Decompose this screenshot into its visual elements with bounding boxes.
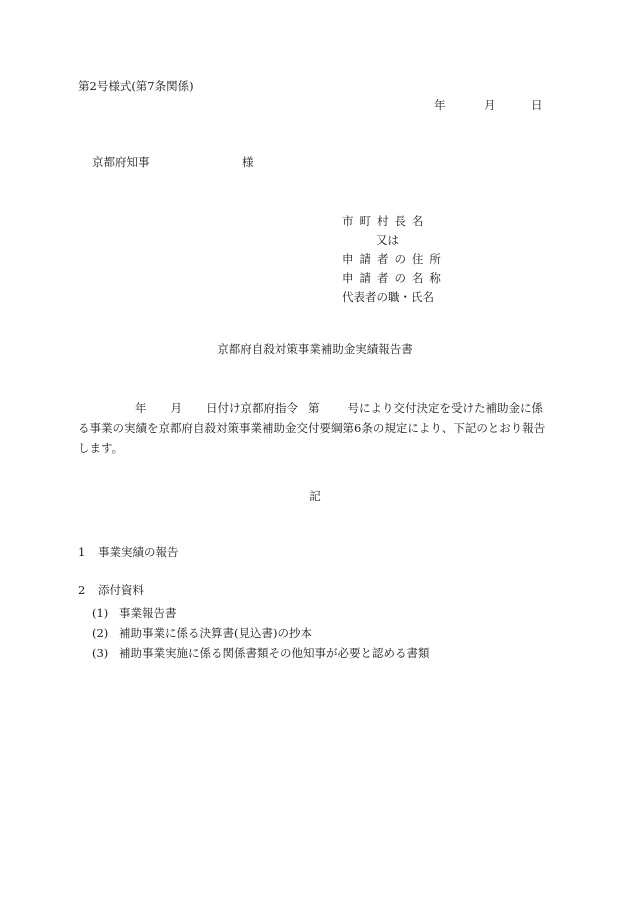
body-line-3: します。 bbox=[78, 441, 124, 455]
attachment-item-number: (2) bbox=[92, 626, 109, 640]
section-2-label: 添付資料 bbox=[98, 583, 144, 597]
form-number: 第2号様式(第7条関係) bbox=[78, 79, 194, 93]
applicant-address-label: 申請者の住所 bbox=[342, 252, 447, 266]
applicant-org-name-label: 申請者の名称 bbox=[342, 271, 447, 285]
section-2-number: 2 bbox=[78, 583, 86, 597]
applicant-mayor-name-label: 市町村長名 bbox=[342, 214, 430, 228]
attachment-list bbox=[92, 603, 430, 663]
section-1 bbox=[78, 547, 179, 559]
body-line-1-rest: 号により交付決定を受けた補助金に係 bbox=[347, 401, 543, 415]
body-paragraph bbox=[78, 398, 553, 458]
date-year-label: 年 bbox=[434, 98, 446, 112]
section-1-number: 1 bbox=[78, 545, 86, 559]
attachment-item bbox=[92, 643, 430, 663]
attachment-item-label: 補助事業実施に係る関係書類その他知事が必要と認める書類 bbox=[119, 646, 430, 660]
attachment-item-number: (3) bbox=[92, 646, 109, 660]
ki-heading: 記 bbox=[309, 489, 321, 503]
attachment-item-label: 補助事業に係る決算書(見込書)の抄本 bbox=[119, 626, 312, 640]
body-year-label: 年 bbox=[135, 401, 147, 415]
attachment-item bbox=[92, 603, 430, 623]
addressee-name: 京都府知事 bbox=[92, 155, 150, 169]
section-2 bbox=[78, 585, 144, 597]
date-day-label: 日 bbox=[531, 98, 543, 112]
document-title: 京都府自殺対策事業補助金実績報告書 bbox=[217, 342, 413, 356]
body-date-ref: 日付け京都府指令 bbox=[206, 401, 298, 415]
addressee-honorific: 様 bbox=[242, 155, 254, 169]
date-month-label: 月 bbox=[484, 98, 496, 112]
applicant-or-label: 又は bbox=[376, 233, 399, 247]
body-line-1 bbox=[78, 398, 553, 418]
attachment-item bbox=[92, 623, 430, 643]
applicant-block bbox=[342, 212, 447, 307]
section-1-label: 事業実績の報告 bbox=[98, 545, 179, 559]
body-line-2: る事業の実績を京都府自殺対策事業補助金交付要綱第6条の規定により、下記のとおり報告 bbox=[78, 421, 546, 435]
body-dai-label: 第 bbox=[308, 401, 320, 415]
attachment-item-number: (1) bbox=[92, 606, 109, 620]
representative-name-label: 代表者の職・氏名 bbox=[342, 290, 434, 304]
attachment-item-label: 事業報告書 bbox=[119, 606, 177, 620]
body-month-label: 月 bbox=[170, 401, 182, 415]
